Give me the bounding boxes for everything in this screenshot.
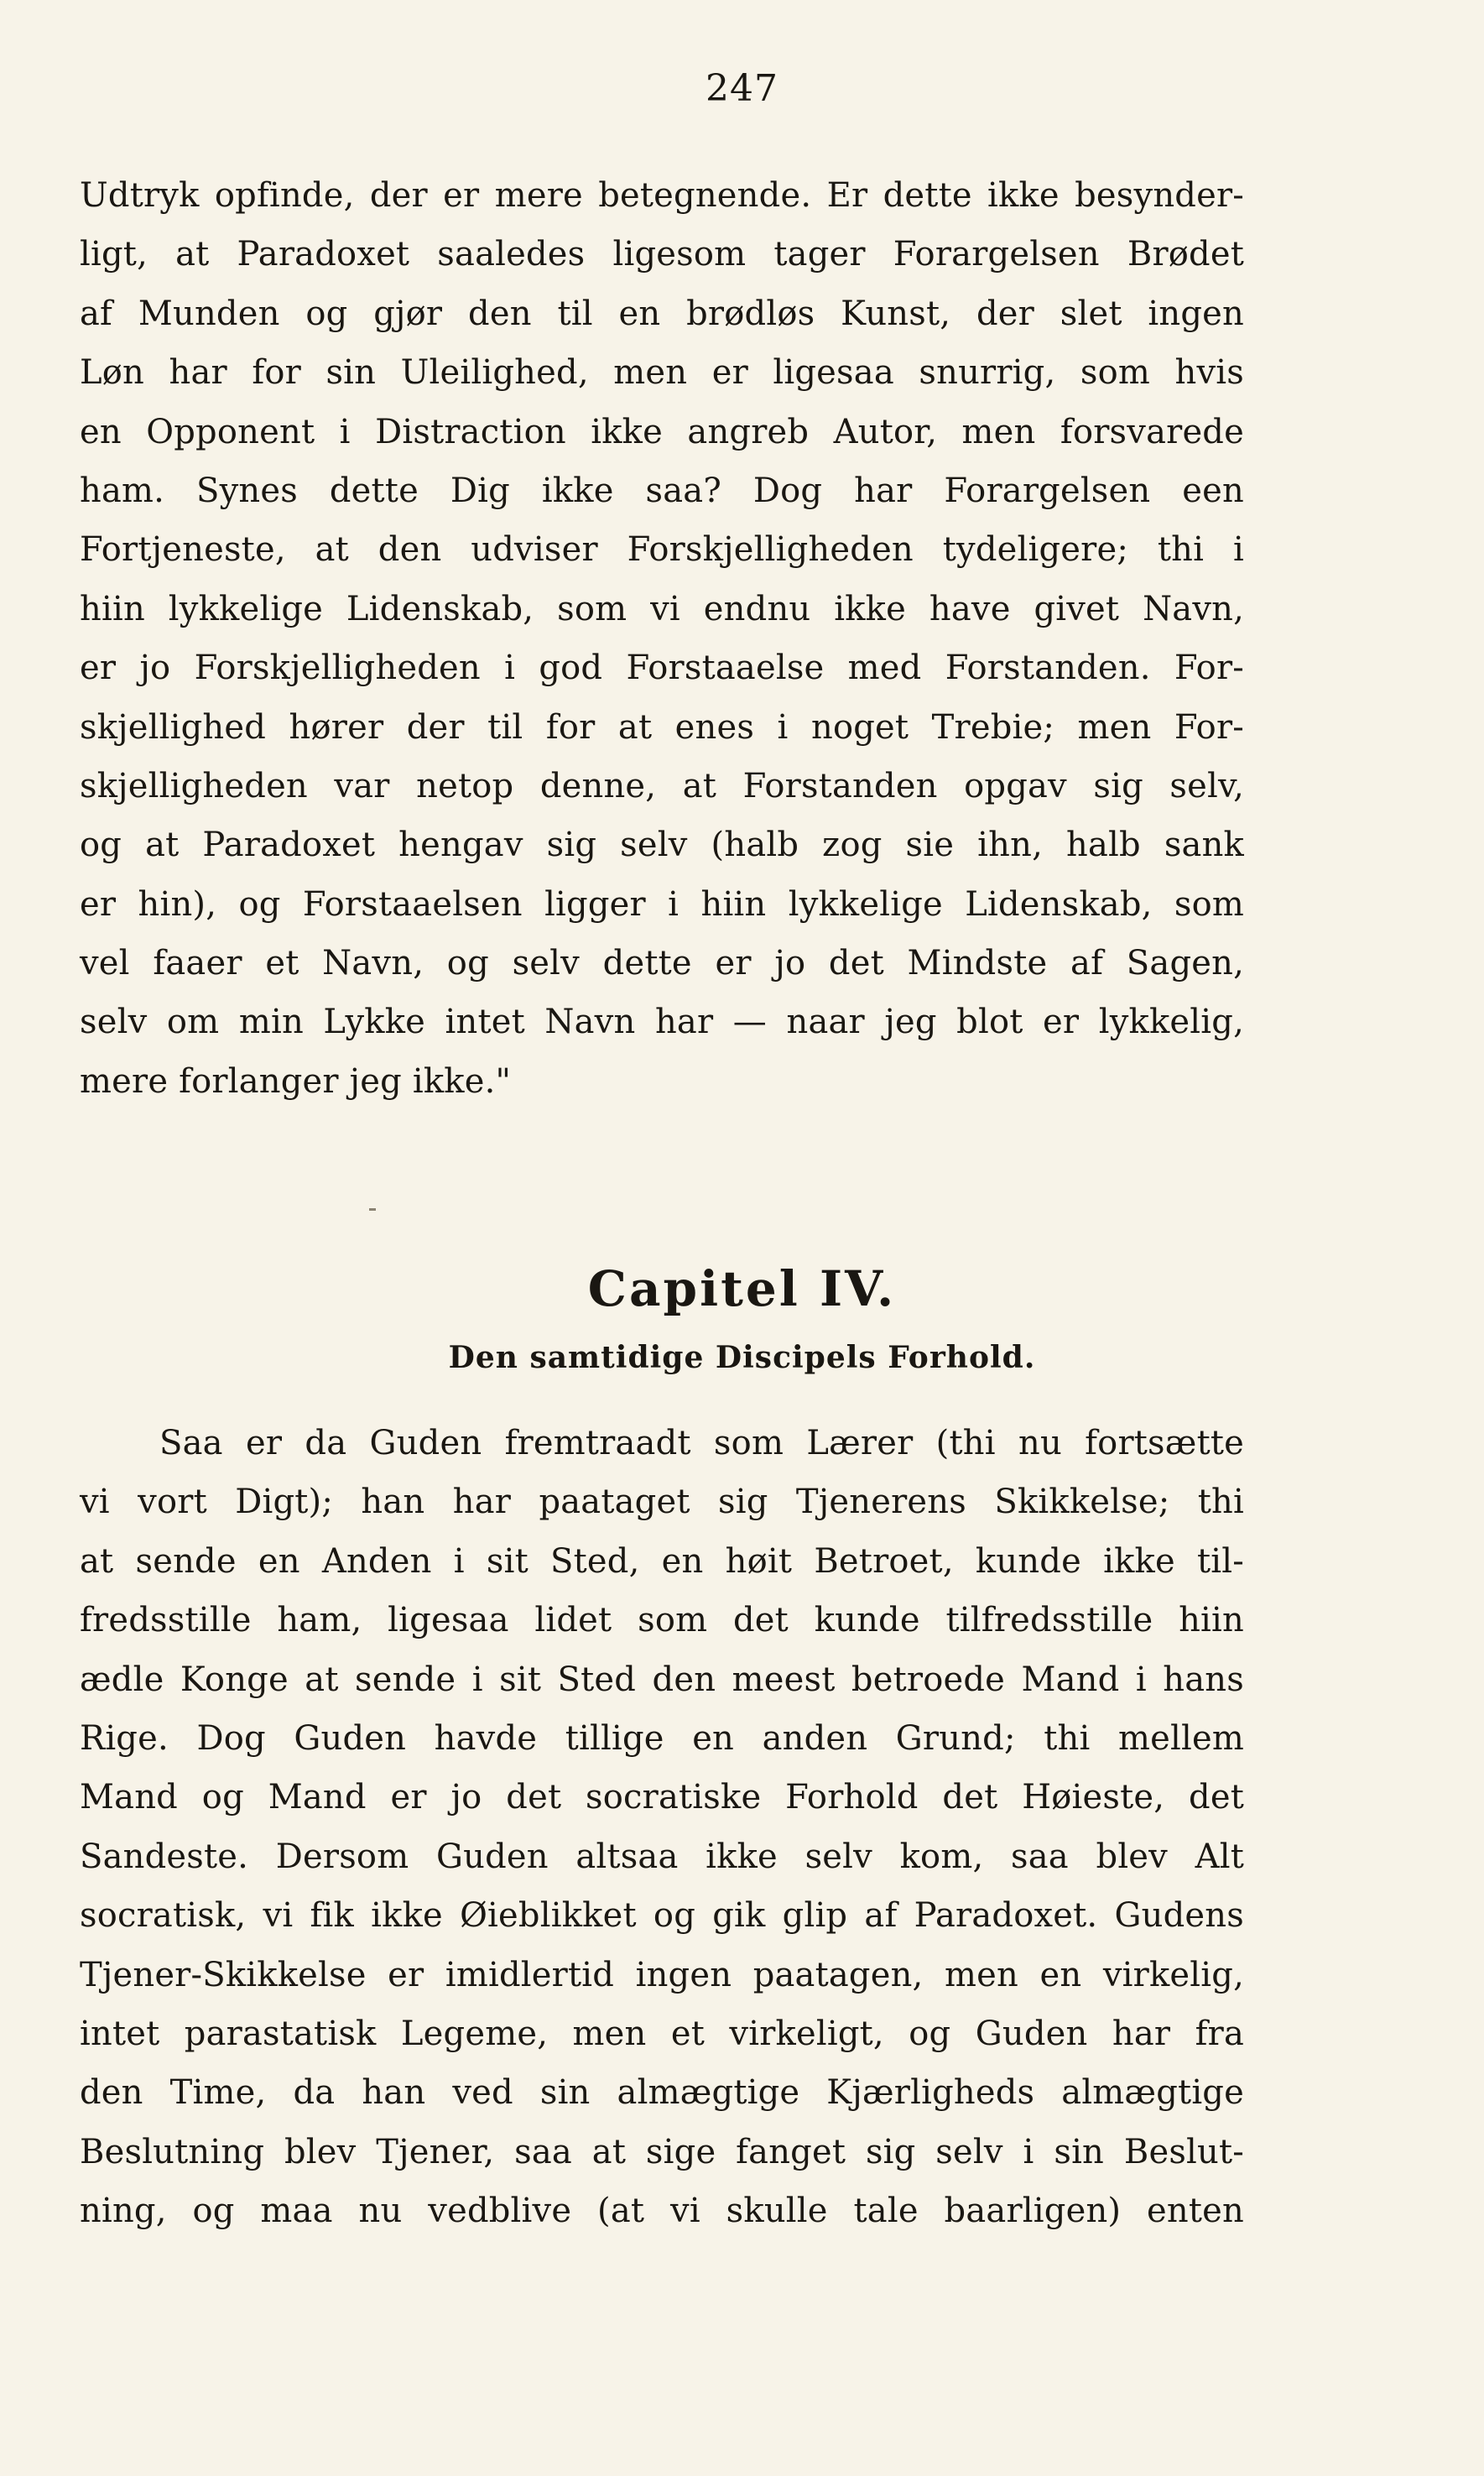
chapter-subtitle: Den samtidige Discipels Forhold. (448, 1340, 1036, 1375)
chapter-body (80, 1414, 1244, 2240)
text-line: Løn har for sin Uleilighed, men er ligesaa snurrig, som hvis (80, 353, 1244, 393)
text-line: ning, og maa nu vedblive (at vi skulle tale baarligen) enten (80, 2192, 1244, 2231)
text-line: en Opponent i Distraction ikke angreb Autor, men forsvarede (80, 412, 1244, 451)
text-line: Tjener-Skikkelse er imidlertid ingen paatagen, men en virkelig, (80, 1955, 1244, 1994)
text-line: socratisk, vi fik ikke Øieblikket og gik glip af Paradoxet. Gudens (80, 1896, 1244, 1936)
chapter-title: Capitel IV. (587, 1260, 897, 1317)
text-line: skjellighed hører der til for at enes i noget Trebie; men For- (80, 707, 1244, 747)
text-line: er jo Forskjelligheden i god Forstaaelse med Forstanden. For- (80, 649, 1244, 688)
text-line: den Time, da han ved sin almægtige Kjærligheds almægtige (80, 2073, 1244, 2113)
text-line: og at Paradoxet hengav sig selv (halb zog sie ihn, halb sank (80, 826, 1244, 865)
text-line: ham. Synes dette Dig ikke saa? Dog har Forargelsen een (80, 471, 1244, 510)
text-line: Sandeste. Dersom Guden altsaa ikke selv kom, saa blev Alt (80, 1837, 1244, 1876)
text-line: selv om min Lykke intet Navn har — naar jeg blot er lykkelig, (80, 1003, 1244, 1042)
text-line: mere forlanger jeg ikke." (80, 1061, 512, 1101)
text-line: Udtryk opfinde, der er mere betegnende. Er dette ikke besynder- (80, 176, 1244, 215)
text-line: Rige. Dog Guden havde tillige en anden Grund; thi mellem (80, 1718, 1244, 1758)
text-line: Mand og Mand er jo det socratiske Forhold det Høieste, det (80, 1778, 1244, 1817)
text-line: vi vort Digt); han har paataget sig Tjenerens Skikkelse; thi (80, 1483, 1244, 1522)
text-line: intet parastatisk Legeme, men et virkeligt, og Guden har fra (80, 2014, 1244, 2053)
text-line: er hin), og Forstaaelsen ligger i hiin lykkelige Lidenskab, som (80, 884, 1244, 924)
text-line: ædle Konge at sende i sit Sted den meest betroede Mand i hans (80, 1660, 1244, 1699)
text-line: ligt, at Paradoxet saaledes ligesom tager Forargelsen Brødet (80, 235, 1244, 274)
text-line: Fortjeneste, at den udviser Forskjelligheden tydeligere; thi i (80, 530, 1244, 570)
text-line: vel faaer et Navn, og selv dette er jo det Mindste af Sagen, (80, 944, 1244, 983)
text-line: Beslutning blev Tjener, saa at sige fanget sig selv i sin Beslut- (80, 2132, 1244, 2171)
text-line: hiin lykkelige Lidenskab, som vi endnu ikke have givet Navn, (80, 589, 1244, 628)
text-line: af Munden og gjør den til en brødløs Kunst, der slet ingen (80, 294, 1244, 333)
text-line: skjelligheden var netop denne, at Forstanden opgav sig selv, (80, 766, 1244, 805)
page-number: 247 (706, 67, 778, 110)
text-line: fredsstille ham, ligesaa lidet som det kunde tilfredsstille hiin (80, 1601, 1244, 1640)
text-line: Saa er da Guden fremtraadt som Lærer (thi nu fortsætte (159, 1424, 1244, 1462)
text-line: at sende en Anden i sit Sted, en høit Betroet, kunde ikke til- (80, 1541, 1244, 1581)
stray-mark (369, 1208, 376, 1211)
paragraph-continued (80, 166, 1244, 1111)
